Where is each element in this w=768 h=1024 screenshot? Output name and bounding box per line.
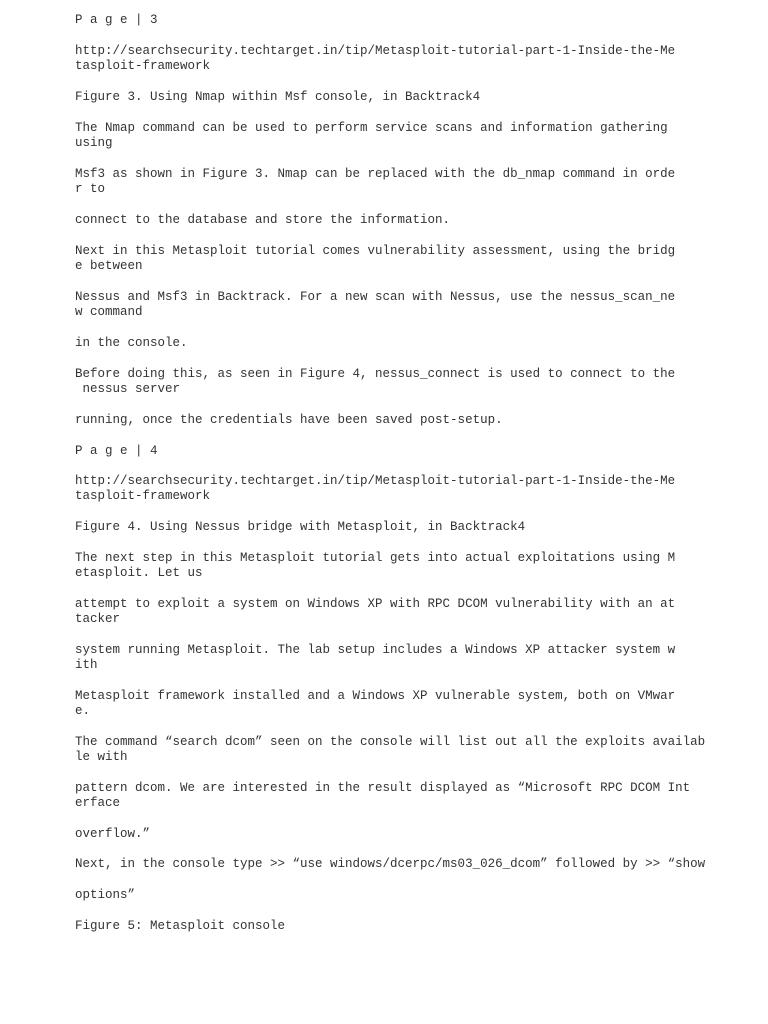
paragraph-line: The Nmap command can be used to perform service scans and information gathering using — [75, 121, 668, 151]
paragraph-line: Msf3 as shown in Figure 3. Nmap can be replaced with the db_nmap command in orde r to — [75, 167, 676, 197]
paragraph-line: pattern dcom. We are interested in the result displayed as “Microsoft RPC DCOM Int erface — [75, 781, 691, 811]
paragraph-line: Next in this Metasploit tutorial comes vulnerability assessment, using the bridg e between — [75, 244, 676, 274]
page-number-3: P a g e | 3 — [75, 13, 158, 27]
paragraph-line: running, once the credentials have been saved post-setup. — [75, 413, 503, 427]
paragraph-line: connect to the database and store the information. — [75, 213, 451, 227]
figure-4-caption: Figure 4. Using Nessus bridge with Metasploit, in Backtrack4 — [75, 520, 526, 534]
paragraph-line: system running Metasploit. The lab setup includes a Windows XP attacker system w ith — [75, 643, 676, 673]
page-number-4: P a g e | 4 — [75, 444, 158, 458]
paragraph-line: options” — [75, 888, 136, 902]
paragraph-line: The next step in this Metasploit tutorial gets into actual exploitations using M etasploit. Let us — [75, 551, 676, 581]
paragraph-line: Metasploit framework installed and a Windows XP vulnerable system, both on VMwar e. — [75, 689, 676, 719]
paragraph-line: Before doing this, as seen in Figure 4, nessus_connect is used to connect to the nessus server — [75, 367, 676, 397]
figure-5-caption: Figure 5: Metasploit console — [75, 919, 286, 933]
document-page — [75, 0, 735, 1024]
figure-3-caption: Figure 3. Using Nmap within Msf console, in Backtrack4 — [75, 90, 481, 104]
paragraph-line: The command “search dcom” seen on the console will list out all the exploits availab le with — [75, 735, 706, 765]
source-url: http://searchsecurity.techtarget.in/tip/Metasploit-tutorial-part-1-Inside-the-Me tasploit-framework — [75, 474, 676, 504]
paragraph-line: overflow.” — [75, 827, 151, 841]
paragraph-line: attempt to exploit a system on Windows XP with RPC DCOM vulnerability with an at tacker — [75, 597, 676, 627]
paragraph-line: Next, in the console type >> “use windows/dcerpc/ms03_026_dcom” followed by >> “show — [75, 857, 706, 871]
paragraph-line: Nessus and Msf3 in Backtrack. For a new scan with Nessus, use the nessus_scan_ne w command — [75, 290, 676, 320]
source-url: http://searchsecurity.techtarget.in/tip/Metasploit-tutorial-part-1-Inside-the-Me tasploit-framework — [75, 44, 676, 74]
paragraph-line: in the console. — [75, 336, 188, 350]
